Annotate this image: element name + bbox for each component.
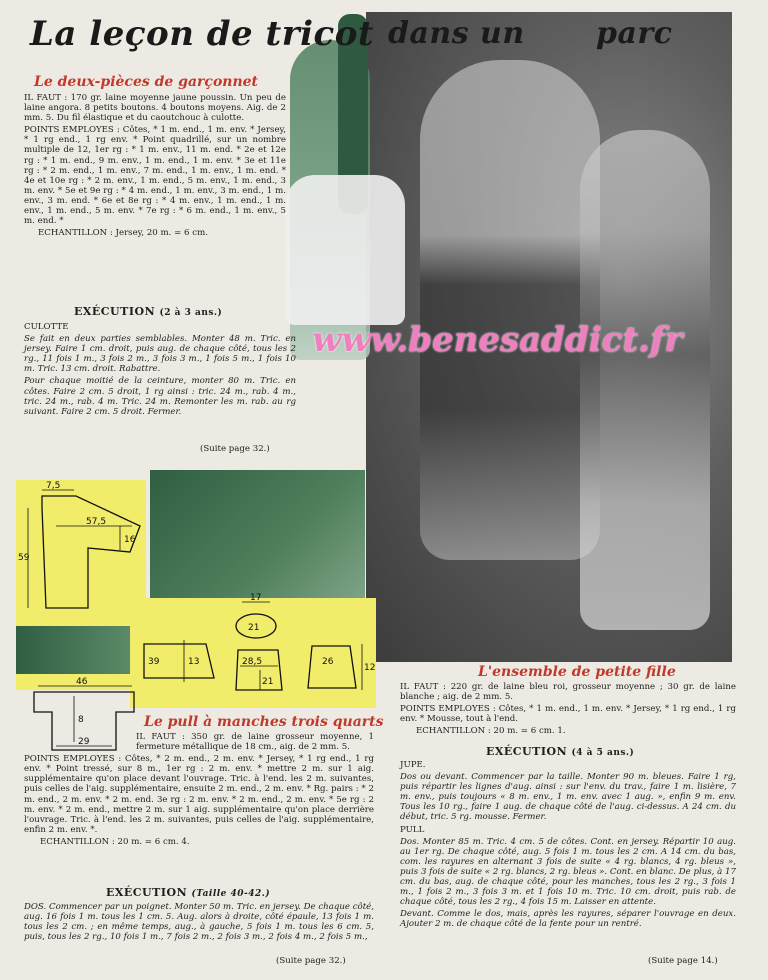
dim-label: 21: [248, 623, 260, 633]
dim-label: 16: [124, 535, 136, 545]
fille-il-faut: IL FAUT : 220 gr. de laine bleu roi, grosseur moyenne ; 30 gr. de laine blanche ; aig. de 2 mm. 5.: [400, 682, 736, 703]
dim-label: 26: [322, 657, 334, 667]
pull-points: POINTS EMPLOYES : Côtes, * 2 m. end., 2 m. env. * Jersey, * 1 rg end., 1 rg env. * Point tressé, sur 8 m., 1er rg : 2 m. env. * mettre 2 m. sur 1 aig. supplémentaire qu'on place devant l'ouvrage. Tric. à l'end. les 2 m. suivantes, puis celles de l'aig. supplémentaire, ensuite 2 m. end., 2 m. env. * Rg. pairs : * 2 m. end., 2 m. env. * 2 m. end. 3e rg : 2 m. env. * 2 m. end., 2 m. env. * 5e rg : 2 m. env. * 2 m. end., mettre 2 m. sur 1 aig. supplémentaire qu'on place derrière l'ouvrage. Tric. à l'end. les 2 m. suivantes, puis celles de l'aig. supplémentaire, enfin 2 m. env. *.: [24, 754, 374, 835]
garconnet-execution-age: (2 à 3 ans.): [159, 308, 223, 318]
dim-label: 57,5: [86, 517, 107, 527]
garconnet-echantillon: ECHANTILLON : Jersey, 20 m. = 6 cm.: [38, 228, 208, 239]
garconnet-culotte-block: [24, 322, 296, 419]
pull-dos-text: DOS. Commencer par un poignet. Monter 50 m. Tric. en jersey. De chaque côté, aug. 16 fois 1 m. tous les 1 cm. 5. Aug. alors à droite, côté épaule, 13 fois 1 m. tous les 2 cm. ; en même temps, aug., à gauche, 5 fois 1 m. tous les 6 cm. 5, puis, tous les 2 rg., 10 fois 1 m., 7 fois 2 m., 2 fois 3 m., 2 fois 4 m., 2 fois 5 m.,: [24, 902, 374, 943]
culotte-text: Se fait en deux parties semblables. Monter 48 m. Tric. en jersey. Faire 1 cm. droit, puis aug. de chaque côté, tous les 2 rg., 11 fois 1 m., 3 fois 2 m., 3 fois 3 m., 1 fois 5 m., 1 fois 10 m. Tric. 13 cm. droit. Rabattre.: [24, 334, 296, 375]
diagram-culotte: [42, 496, 140, 608]
fille-jupe-text: Dos ou devant. Commencer par la taille. Monter 90 m. bleues. Faire 1 rg, puis répartir les lignes d'aug. ainsi : sur l'env. du trav., faire 1 m. lisière, 7 m. env., puis toujours « 8 m. env., 1 m. env. avec 1 aug. », enfin 9 m. env. Tous les 10 rg., faire 1 aug. de chaque côté de l'aug. ci-dessus. A 24 cm. du début, tric. 5 rg. mousse. Fermer.: [400, 772, 736, 823]
dim-label: 8: [78, 715, 84, 725]
garconnet-execution: [74, 305, 222, 318]
pull-execution: [106, 886, 270, 899]
pull-subtitle: Le pull à manches trois quarts: [144, 714, 384, 730]
diagram-bodice: [236, 650, 282, 690]
page-title-left: La leçon de tricot: [30, 14, 375, 54]
photo-woman-figure: [420, 60, 600, 560]
dim-label: 21: [262, 677, 274, 687]
photo-girl-figure: [580, 130, 710, 630]
fille-echantillon: ECHANTILLON : 20 m. = 6 cm. 1.: [416, 726, 566, 737]
page-title-right: parc: [596, 16, 673, 51]
dim-label: 12: [364, 663, 376, 673]
garconnet-il-faut: IL FAUT : 170 gr. laine moyenne jaune poussin. Un peu de laine angora. 8 petits boutons. 4 boutons moyens. Aig. de 2 mm. 5. Du fil élastique et du caoutchouc à culotte.: [24, 93, 286, 124]
fille-devant-text: Devant. Comme le dos, mais, après les rayures, séparer l'ouvrage en deux. Ajouter 2 m. de chaque côté de la fente pour un rentré.: [400, 909, 736, 930]
pull-echantillon: ECHANTILLON : 20 m. = 6 cm. 4.: [40, 836, 190, 847]
dim-label: 17: [250, 593, 262, 603]
culotte-label: CULOTTE: [24, 322, 69, 332]
pull-execution-label: EXÉCUTION: [106, 886, 188, 899]
ceinture-text: Pour chaque moitié de la ceinture, monter 80 m. Tric. en côtes. Faire 2 cm. 5 droit, 1 rg ainsi : tric. 24 m., rab. 4 m., tric. 24 m., rab. 4 m. Tric. 24 m. Remonter les m. rab. au rg suivant. Faire 2 cm. 5 droit. Fermer.: [24, 376, 296, 417]
garconnet-suite: (Suite page 32.): [200, 444, 270, 454]
page-title-middle: dans un: [388, 16, 525, 51]
dim-label: 46: [76, 677, 88, 687]
fille-execution-label: EXÉCUTION: [486, 745, 568, 758]
dim-label: 28,5: [242, 657, 263, 667]
fille-subtitle: L'ensemble de petite fille: [478, 664, 676, 680]
fille-execution-age: (4 à 5 ans.): [571, 748, 635, 758]
pull-execution-age: (Taille 40-42.): [191, 889, 271, 899]
diagram-small-sleeve: [308, 646, 356, 688]
pull-il-faut: IL FAUT : 350 gr. de laine grosseur moyenne, 1 fermeture métallique de 18 cm., aig. de 2 mm. 5.: [136, 732, 374, 753]
fille-details: [400, 760, 736, 932]
dim-label: 39: [148, 657, 160, 667]
dim-label: 13: [188, 657, 200, 667]
dim-label: 59: [18, 553, 30, 563]
garconnet-block: [24, 93, 286, 240]
fille-jupe-label: JUPE.: [400, 760, 426, 770]
photo-baby-garment: [285, 175, 405, 325]
watermark: www.benesaddict.fr: [312, 320, 683, 360]
garconnet-points: POINTS EMPLOYES : Côtes, * 1 m. end., 1 m. env. * Jersey, * 1 rg end., 1 rg env. * Point quadrillé, sur un nombre multiple de 12, 1er rg : * 1 m. env., 11 m. end. * 2e et 12e rg : * 1 m. end., 9 m. env., 1 m. end., 1 m. env. * 3e et 11e rg : * 2 m. end., 1 m. env., 7 m. end., 1 m. env., 1 m. end. * 4e et 10e rg : * 2 m. env., 1 m. end., 5 m. env., 1 m. end., 3 m. env. * 5e et 9e rg : * 4 m. end., 1 m. env., 3 m. end., 1 m. env., 3 m. end. * 6e et 8e rg : * 4 m. env., 1 m. end., 1 m. env., 1 m. end., 5 m. env. * 7e rg : * 6 m. end., 1 m. env., 5 m. end. *: [24, 125, 286, 227]
fille-points: POINTS EMPLOYES : Côtes, * 1 m. end., 1 m. env. * Jersey, * 1 rg end., 1 rg env. * Mousse, tout à l'end.: [400, 704, 736, 725]
fille-execution: [486, 745, 634, 758]
dim-label: 7,5: [46, 481, 61, 491]
garconnet-subtitle: Le deux-pièces de garçonnet: [34, 74, 259, 90]
fille-suite: (Suite page 14.): [648, 956, 718, 966]
dim-label: 29: [78, 737, 90, 747]
garconnet-execution-label: EXÉCUTION: [74, 305, 156, 318]
fille-block: [400, 682, 736, 738]
pull-dos-block: [24, 902, 374, 944]
pull-suite: (Suite page 32.): [276, 956, 346, 966]
fille-pull-label: PULL: [400, 824, 425, 835]
fille-pull-text: Dos. Monter 85 m. Tric. 4 cm. 5 de côtes. Cont. en jersey. Répartir 10 aug. au 1er rg. De chaque côté, aug. 5 fois 1 m. tous les 2 cm. A 14 cm. du bas, com. les rayures en alternant 3 fois de suite « 4 rg. blancs, 4 rg. bleus », puis 3 fois de suite « 2 rg. blancs, 2 rg. bleus ». Cont. en blanc. De plus, à 17 cm. du bas, aug. de chaque côté, pour les manches, tous les 2 rg., 3 fois 1 m., 1 fois 2 m., 3 fois 3 m. et 1 fois 10 m. Tric. 10 cm. droit, puis rab. de chaque côté, tous les 2 rg., 4 fois 15 m. Laisser en attente.: [400, 836, 736, 908]
pull-block: [24, 732, 374, 849]
